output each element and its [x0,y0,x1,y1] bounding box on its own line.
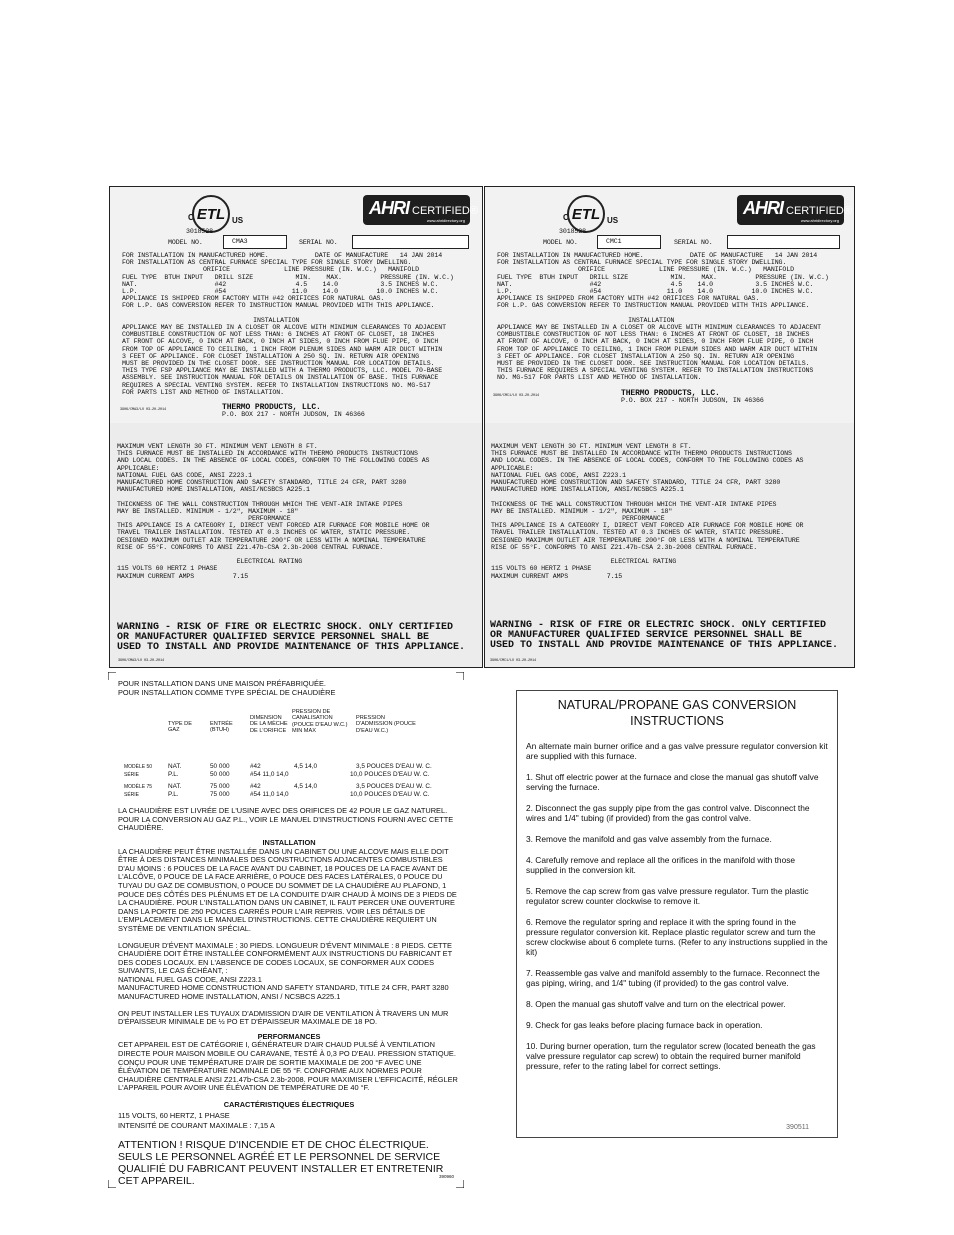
serial-no-label: SERIAL NO. [299,239,338,246]
rating-label-cmc1 [484,186,855,668]
instruction-step: 3. Remove the manifold and gas valve assembly from the furnace. [526,834,772,844]
french-code-3: MANUFACTURED HOME INSTALLATION, ANSI / NCSBCS A225.1 [118,992,341,1002]
ahri-certified-text: CERTIFIED® [412,205,478,217]
row-line-pressure: 4,5 14,0 [294,763,318,771]
model-no-label: MODEL NO. [543,239,578,246]
table-header-entree: ENTRÉE (BTUH) [210,721,233,734]
crop-mark-top-left [108,672,116,680]
french-warning: ATTENTION ! RISQUE D'INCENDIE ET DE CHOC ÉLECTRIQUE. SEULS LE PERSONNEL AGRÉÉ ET LE PERSONNEL DE SERVICE QUALIFIÉ DU FABRICANT PEUVENT INSTALLER ET ENTRETENIR CET APPAREIL. [118,1138,444,1187]
model-no-box [597,235,661,249]
row-model: SÉRIE [124,792,140,799]
table-header-dimension: DIMENSION DE LA MÈCHE DE L'ORIFICE [250,715,288,734]
etl-us-mark: US [232,216,244,225]
etl-number: 3018528 [186,228,213,235]
manufacturer-name: THERMO PRODUCTS, LLC. [621,389,720,398]
ahri-certified-badge [363,195,478,225]
row-input: 75 000 [210,791,230,799]
row-gas-type: NAT. [168,783,182,791]
french-installation-title: INSTALLATION [262,837,316,847]
row-manifold-pressure: 10,0 POUCES D'EAU W. C. [350,791,430,799]
row-model: MODÈLE 75 [124,784,153,791]
row-gas-type: P.L. [168,771,179,779]
row-input: 50 000 [210,771,230,779]
row-orifice: #42 [250,763,261,771]
row-manifold-pressure: 3,5 POUCES D'EAU W. C. [356,783,432,791]
table-header-pression-admission: PRESSION D'ADMISSION (POUCE D'EAU W.C.) [356,715,416,734]
etl-mark: ETL [196,205,226,223]
french-performance-text: CET APPAREIL EST DE CATÉGORIE I, GÉNÉRATEUR D'AIR CHAUD PULSÉ À VENTILATION DIRECTE POUR MAISON MOBILE OU CARAVANE, TESTÉ À 0,3 PO D'EAU. PRESSION STATIQUE. CONÇU POUR UNE TEMPÉRATURE D'AIR DE SORTIE MAXIMALE DE 200 °F AVEC UNE ÉLÉVATION DE TEMPÉRATURE NOMINALE DE 55 °F. CONFORME AUX NORMES POUR CHAUDIÈRE CENTRALE ANSI Z21.47b-CSA 2.3b-2008. POUR MAXIMISER L'EFFICACITÉ, RÉGLER L'APPAREIL POUR AVOIR UNE ÉLÉVATION DE TEMPÉRATURE DE 40 °F. [118,1040,458,1093]
french-label [118,679,460,1187]
french-vent-text: LONGUEUR D'ÉVENT MAXIMALE : 30 PIEDS. LONGUEUR D'ÉVENT MINIMALE : 8 PIEDS. CETTE CHAUDIÈRE DOIT ÊTRE INSTALLÉE CONFORMÉMENT AUX INSTRUCTIONS DU FABRICANT ET DES CODES LOCAUX. EN L'ABSENCE DE CODES LOCAUX, SE CONFORMER AUX CODES SUIVANTS, LE CAS ÉCHÉANT, : [118,940,452,976]
model-no-box [223,235,287,249]
label-bottom-text: MAXIMUM VENT LENGTH 30 FT. MINIMUM VENT LENGTH 8 FT. THIS FURNACE MUST BE INSTALLED IN ACCORDANCE WITH THERMO PRODUCTS INSTRUCTIONS AND LOCAL CODES. IN THE ABSENCE OF LOCAL CODES, CONFORM TO THE FOLLOWING CODES AS APPLICABLE: NATIONAL FUEL GAS CODE, ANSI Z223.1 MANUFACTURED HOME CONSTRUCTION AND SAFETY STANDARD, TITLE 24 CFR, PART 3280 MANUFACTURED HOME INSTALLATION, ANSI/NCSBCS A225.1 THICKNESS OF THE WALL CONSTRUCTION THROUGH WHICH THE VENT-AIR INTAKE PIPES MAY BE INSTALLED. MINIMUM - 1/2", MAXIMUM - 18" PERFORMANCE THIS APPLIANCE IS A CATEGORY I, DIRECT VENT FORCED AIR FURNACE FOR MOBILE HOME OR TRAVEL TRAILER INSTALLATION. TESTED AT 0.3 INCHES OF WATER, STATIC PRESSURE. DESIGNED MAXIMUM OUTLET AIR TEMPERATURE 200°F OR LESS WITH A NOMINAL TEMPERATURE RISE OF 55°F. CONFORMS TO ANSI Z21.47b-CSA 2.3b-2008 CENTRAL FURNACE. ELECTRICAL RATING 115 VOLTS 60 HERTZ 1 PHASE MAXIMUM CURRENT AMPS 7.15 [491,443,804,580]
row-orifice: #54 11,0 14,0 [250,771,289,779]
row-gas-type: P.L. [168,791,179,799]
table-header-type: TYPE DE GAZ [168,721,192,734]
warning-text: WARNING - RISK OF FIRE OR ELECTRIC SHOCK. ONLY CERTIFIED OR MANUFACTURER QUALIFIED SERVICE PERSONNEL SHALL BE USED TO INSTALL AND PROVIDE MAINTENANCE OF THIS APPLIANCE. [117,622,466,653]
french-shipped-note: LA CHAUDIÈRE EST LIVRÉE DE L'USINE AVEC DES ORIFICES DE 42 POUR LE GAZ NATUREL. POUR LA CONVERSION AU GAZ P.L., VOIR LE MANUEL D'INSTRUCTIONS FOURNI AVEC CETTE CHAUDIÈRE. [118,806,454,833]
instruction-step: 9. Check for gas leaks before placing furnace back in operation. [526,1020,763,1030]
french-electrical-title: CARACTÉRISTIQUES ÉLECTRIQUES [223,1100,355,1109]
crop-mark-bottom-left [108,1180,116,1188]
rating-label-cma3 [109,186,483,668]
french-label-code: 390960 [438,1174,454,1180]
french-pipes-text: ON PEUT INSTALLER LES TUYAUX D'ADMISSION D'AIR DE VENTILATION À TRAVERS UN MUR D'ÉPAISSEUR MINIMALE DE ½ PO ET D'ÉPAISSEUR MAXIMALE DE 18 PO. [118,1008,449,1027]
instruction-step: 6. Remove the regulator spring and replace it with the spring found in the pressure regulator conversion kit. Replace plastic regulator screw and turn the screw clockwise about 6 complete turns. (Refer to any instructions supplied in the kit) [526,917,828,957]
instruction-step: 4. Carefully remove and replace all the orifices in the manifold with those supplied in the conversion kit. [526,855,796,875]
instruction-step: 1. Shut off electric power at the furnace and close the manual gas shutoff valve serving the furnace. [526,772,819,792]
serial-no-box [727,235,840,249]
etl-mark: ETL [571,205,601,223]
label-body-text: FOR INSTALLATION IN MANUFACTURED HOME. DATE OF MANUFACTURE 14 JAN 2014 FOR INSTALLATION AS CENTRAL FURNACE SPECIAL TYPE FOR SINGLE STORY DWELLING. ORIFICE LINE PRESSURE (IN. W.C.) MANIFOLD FUEL TYPE BTUH INPUT DRILL SIZE MIN. MAX. PRESSURE (IN. W.C.) NAT. #42 4.5 14.0 3.5 INCHES W.C. L.P. #54 11.0 14.0 10.0 INCHES W.C. APPLIANCE IS SHIPPED FROM FACTORY WITH #42 ORIFICES FOR NATURAL GAS. FOR L.P. GAS CONVERSION REFER TO INSTRUCTION MANUAL PROVIDED WITH THIS APPLIANCE. INSTALLATION APPLIANCE MAY BE INSTALLED IN A CLOSET OR ALCOVE WITH MINIMUM CLEARANCES TO ADJACENT COMBUSTIBLE CONSTRUCTION OF NOT LESS THAN: 6 INCHES AT FRONT OF CLOSET, 18 INCHES AT FRONT OF ALCOVE, 0 INCH AT BACK, 0 INCH AT SIDES, 0 INCH FROM FLUE PIPE, 0 INCH FROM TOP OF APPLIANCE TO CEILING, 1 INCH FROM PLENUM SIDES AND WARM AIR DUCT WITHIN 3 FEET OF APPLIANCE. FOR CLOSET INSTALLATION A 250 SQ. IN. RETURN AIR OPENING MUST BE PROVIDED IN THE CLOSET DOOR. SEE INSTRUCTION MANUAL FOR LOCATION DETAILS. THIS TYPE FSP APPLIANCE MAY BE INSTALLED WITH A THERMO PRODUCTS, LLC. MODEL 70-BASE ASSEMBLY. SEE INSTRUCTION MANUAL FOR DETAILS ON INSTALLATION OF BASE. THIS FURNACE REQUIRES A SPECIAL VENTING SYSTEM. REFER TO INSTALLATION INSTRUCTIONS NO. MG-517 FOR PARTS LIST AND METHOD OF INSTALLATION. [122,252,454,396]
ahri-url: www.ahridirectory.org [426,218,465,223]
row-orifice: #54 11,0 14,0 [250,791,289,799]
etl-number: 3018528 [559,228,586,235]
crop-mark-top-right [456,672,464,680]
row-manifold-pressure: 3,5 POUCES D'EAU W. C. [356,763,432,771]
manufacturer-address: P.O. BOX 217 - NORTH JUDSON, IN 46366 [222,411,365,418]
row-model: SÉRIE [124,772,140,779]
ahri-logo: AHRI [743,198,783,218]
label-part-code-bottom: 3906/CMC1/LO 03-20-2014 [490,659,537,663]
manufacturer-name: THERMO PRODUCTS, LLC. [222,403,321,412]
label-bottom-text: MAXIMUM VENT LENGTH 30 FT. MINIMUM VENT LENGTH 8 FT. THIS FURNACE MUST BE INSTALLED IN ACCORDANCE WITH THERMO PRODUCTS INSTRUCTIONS AND LOCAL CODES. IN THE ABSENCE OF LOCAL CODES, CONFORM TO THE FOLLOWING CODES AS APPLICABLE: NATIONAL FUEL GAS CODE, ANSI Z223.1 MANUFACTURED HOME CONSTRUCTION AND SAFETY STANDARD, TITLE 24 CFR, PART 3280 MANUFACTURED HOME INSTALLATION, ANSI/NCSBCS A225.1 THICKNESS OF THE WALL CONSTRUCTION THROUGH WHICH THE VENT-AIR INTAKE PIPES MAY BE INSTALLED. MINIMUM - 1/2", MAXIMUM - 18" PERFORMANCE THIS APPLIANCE IS A CATEGORY I, DIRECT VENT FORCED AIR FURNACE FOR MOBILE HOME OR TRAVEL TRAILER INSTALLATION. TESTED AT 0.3 INCHES OF WATER, STATIC PRESSURE. DESIGNED MAXIMUM OUTLET AIR TEMPERATURE 200°F OR LESS WITH A NOMINAL TEMPERATURE RISE OF 55°F. CONFORMS TO ANSI Z21.47b-CSA 2.3b-2008 CENTRAL FURNACE. ELECTRICAL RATING 115 VOLTS 60 HERTZ 1 PHASE MAXIMUM CURRENT AMPS 7.15 [117,443,430,580]
etl-c-mark: C [563,213,569,222]
conversion-instructions [516,690,838,1138]
french-intro-1: POUR INSTALLATION DANS UNE MAISON PRÉFABRIQUÉE. [118,679,326,688]
serial-no-box [352,235,469,249]
manufacturer-address: P.O. BOX 217 - NORTH JUDSON, IN 46366 [621,397,764,404]
label-part-code: 3906/CMC1/LO 03-20-2014 [493,394,540,398]
ahri-url: www.ahridirectory.org [800,218,839,223]
etl-c-mark: C [188,213,194,222]
table-header-pression-canalisation: PRESSION DE CANALISATION (POUCE D'EAU W.C.) MIN MAX [292,709,348,734]
instruction-step: 7. Reassemble gas valve and manifold assembly to the furnace. Reconnect the gas piping, wiring, and 1/4" tubing (if provided) to the gas control valve. [526,968,820,988]
french-gas-rows [118,763,460,803]
instruction-step: 8. Open the manual gas shutoff valve and turn on the electrical power. [526,999,786,1009]
row-orifice: #42 [250,783,261,791]
row-gas-type: NAT. [168,763,182,771]
serial-no-label: SERIAL NO. [674,239,713,246]
label-part-code: 3906/CMA3/LO 03-20-2014 [120,408,167,412]
row-input: 50 000 [210,763,230,771]
warning-text: WARNING - RISK OF FIRE OR ELECTRIC SHOCK. ONLY CERTIFIED OR MANUFACTURER QUALIFIED SERVICE PERSONNEL SHALL BE USED TO INSTALL AND PROVIDE MAINTENANCE OF THIS APPLIANCE. [490,620,839,651]
instruction-step: 5. Remove the cap screw from gas valve pressure regulator. Turn the plastic regulator screw counter clockwise to remove it. [526,886,809,906]
instruction-step: 2. Disconnect the gas supply pipe from the gas control valve. Disconnect the wires and 1/4" tubing (if provided) from the gas control valve. [526,803,810,823]
ahri-certified-badge [737,195,852,225]
instruction-step: 10. During burner operation, turn the regulator screw (located beneath the gas valve pressure regulator cap screw) to obtain the required burner manifold pressure, refer to the rating label for correct settings. [526,1041,816,1071]
french-code-1: NATIONAL FUEL GAS CODE, ANSI Z223.1 [118,974,262,984]
row-model: MODÈLE 50 [124,764,153,771]
row-input: 75 000 [210,783,230,791]
french-performance-title: PERFORMANCES [257,1031,321,1041]
label-part-code-bottom: 3906/CMA3/LO 03-20-2014 [118,659,165,663]
model-no-value: CMC1 [606,238,622,245]
model-no-value: CMA3 [232,238,248,245]
instructions-intro: An alternate main burner orifice and a gas valve pressure regulator conversion kit are supplied with this furnace. [526,741,828,761]
french-code-2: MANUFACTURED HOME CONSTRUCTION AND SAFETY STANDARD, TITLE 24 CFR, PART 3280 [118,983,449,993]
instructions-title: NATURAL/PROPANE GAS CONVERSION INSTRUCTIONS [557,698,797,728]
row-line-pressure: 4,5 14,0 [294,783,318,791]
label-body-text: FOR INSTALLATION IN MANUFACTURED HOME. DATE OF MANUFACTURE 14 JAN 2014 FOR INSTALLATION AS CENTRAL FURNACE SPECIAL TYPE FOR SINGLE STORY DWELLING. ORIFICE LINE PRESSURE (IN. W.C.) MANIFOLD FUEL TYPE BTUH INPUT DRILL SIZE MIN. MAX. PRESSURE (IN. W.C.) NAT. #42 4.5 14.0 3.5 INCHES W.C. L.P. #54 11.0 14.0 10.0 INCHES W.C. APPLIANCE IS SHIPPED FROM FACTORY WITH #42 ORIFICES FOR NATURAL GAS. FOR L.P. GAS CONVERSION REFER TO INSTRUCTION MANUAL PROVIDED WITH THIS APPLIANCE. INSTALLATION APPLIANCE MAY BE INSTALLED IN A CLOSET OR ALCOVE WITH MINIMUM CLEARANCES TO ADJACENT COMBUSTIBLE CONSTRUCTION OF NOT LESS THAN: 6 INCHES AT FRONT OF CLOSET, 18 INCHES AT FRONT OF ALCOVE, 0 INCH AT BACK, 0 INCH AT SIDES, 0 INCH FROM FLUE PIPE, 0 INCH FROM TOP OF APPLIANCE TO CEILING, 1 INCH FROM PLENUM SIDES AND WARM AIR DUCT WITHIN 3 FEET OF APPLIANCE. FOR CLOSET INSTALLATION A 250 SQ. IN. RETURN AIR OPENING MUST BE PROVIDED IN THE CLOSET DOOR. SEE INSTRUCTION MANUAL FOR LOCATION DETAILS. THIS FURNACE REQUIRES A SPECIAL VENTING SYSTEM. REFER TO INSTALLATION INSTRUCTIONS NO. MG-517 FOR PARTS LIST AND METHOD OF INSTALLATION. [497,252,829,382]
ahri-logo: AHRI [369,198,409,218]
french-electrical-1: 115 VOLTS, 60 HERTZ, 1 PHASE [118,1110,230,1120]
french-installation-text: LA CHAUDIÈRE PEUT ÊTRE INSTALLÉE DANS UN CABINET OU UNE ALCOVE MAIS ELLE DOIT ÊTRE À DES DISTANCES MINIMALES DES CONSTRUCTIONS ADJACENTES COMBUSTIBLES D'AU MOINS : 6 POUCES DE LA FACE AVANT DU CABINET, 18 POUCES DE LA FACE AVANT DE L'ALCÔVE, 0 POUCE DE LA FACE ARRIÈRE, 0 POUCE DES FACES LATÉRALES, 0 POUCE DU TUYAU DU GAZ DE COMBUSTION, 0 POUCE DU SOMMET DE LA CHAUDIÈRE AU PLAFOND, 1 POUCE DES CÔTÉS DES PLÉNUMS ET DE LA CONDUITE D'AIR CHAUD À MOINS DE 3 PIEDS DE LA CHAUDIÈRE. POUR L'INSTALLATION DANS UN CABINET, IL FAUT PERCER UNE OUVERTURE DANS LA PORTE DE 250 POUCES CARRÉS POUR L'AIR REPRIS. VOIR LES DÉTAILS DE L'EMPLACEMENT DANS LE MANUEL D'INSTRUCTIONS. CETTE CHAUDIÈRE REQUIERT UN SYSTÈME DE VENTILATION SPÉCIAL. [118,846,457,933]
row-manifold-pressure: 10,0 POUCES D'EAU W. C. [350,771,430,779]
french-gas-table [118,699,460,763]
etl-us-mark: US [607,216,619,225]
model-no-label: MODEL NO. [168,239,203,246]
instructions-code: 390511 [786,1124,809,1131]
french-electrical-2: INTENSITÉ DE COURANT MAXIMALE : 7,15 A [118,1121,275,1131]
french-intro-2: POUR INSTALLATION COMME TYPE SPÉCIAL DE CHAUDIÈRE [118,687,336,697]
ahri-certified-text: CERTIFIED® [786,205,852,217]
